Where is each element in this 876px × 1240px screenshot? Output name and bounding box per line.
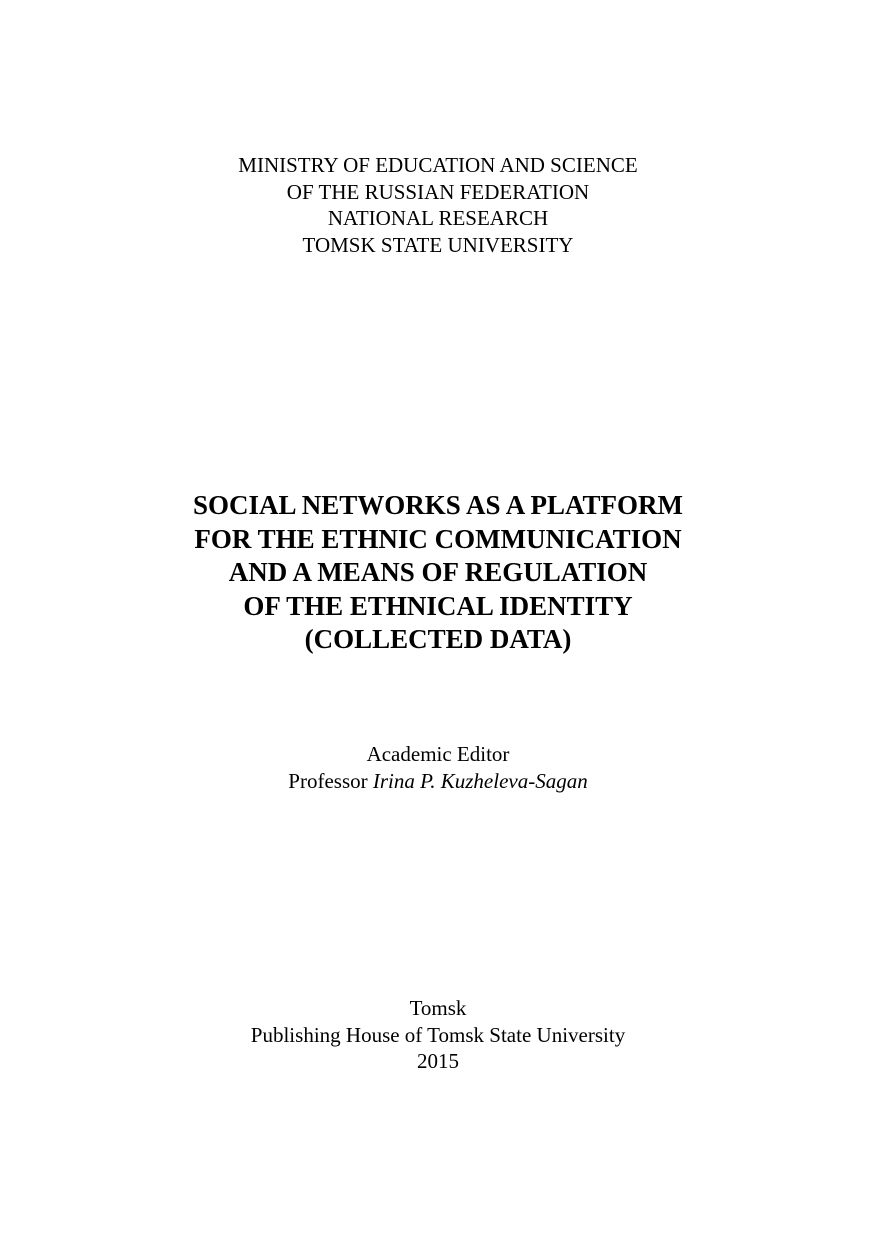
editor-rank: Professor: [288, 768, 368, 793]
book-title: [0, 489, 876, 657]
editor-credit: [0, 768, 876, 795]
editor-block: [0, 741, 876, 794]
imprint-publisher: Publishing House of Tomsk State University: [250, 1022, 626, 1047]
editor-name: Irina P. Kuzheleva-Sagan: [372, 768, 588, 793]
ministry-line: MINISTRY OF EDUCATION AND SCIENCE: [238, 153, 638, 177]
imprint-year: 2015: [417, 1049, 459, 1073]
imprint-city: Tomsk: [409, 996, 467, 1020]
editor-role: Academic Editor: [366, 742, 510, 766]
title-line: FOR THE ETHNIC COMMUNICATION: [194, 523, 682, 554]
ministry-line: TOMSK STATE UNIVERSITY: [302, 232, 574, 257]
ministry-header: [0, 152, 876, 258]
title-line: (COLLECTED DATA): [304, 624, 572, 654]
imprint-block: [0, 995, 876, 1075]
ministry-line: OF THE RUSSIAN FEDERATION: [286, 179, 590, 204]
title-line: SOCIAL NETWORKS AS A PLATFORM: [192, 490, 684, 520]
ministry-line: NATIONAL RESEARCH: [327, 206, 549, 230]
title-line: OF THE ETHNICAL IDENTITY: [243, 590, 633, 621]
title-line: AND A MEANS OF REGULATION: [228, 557, 648, 587]
